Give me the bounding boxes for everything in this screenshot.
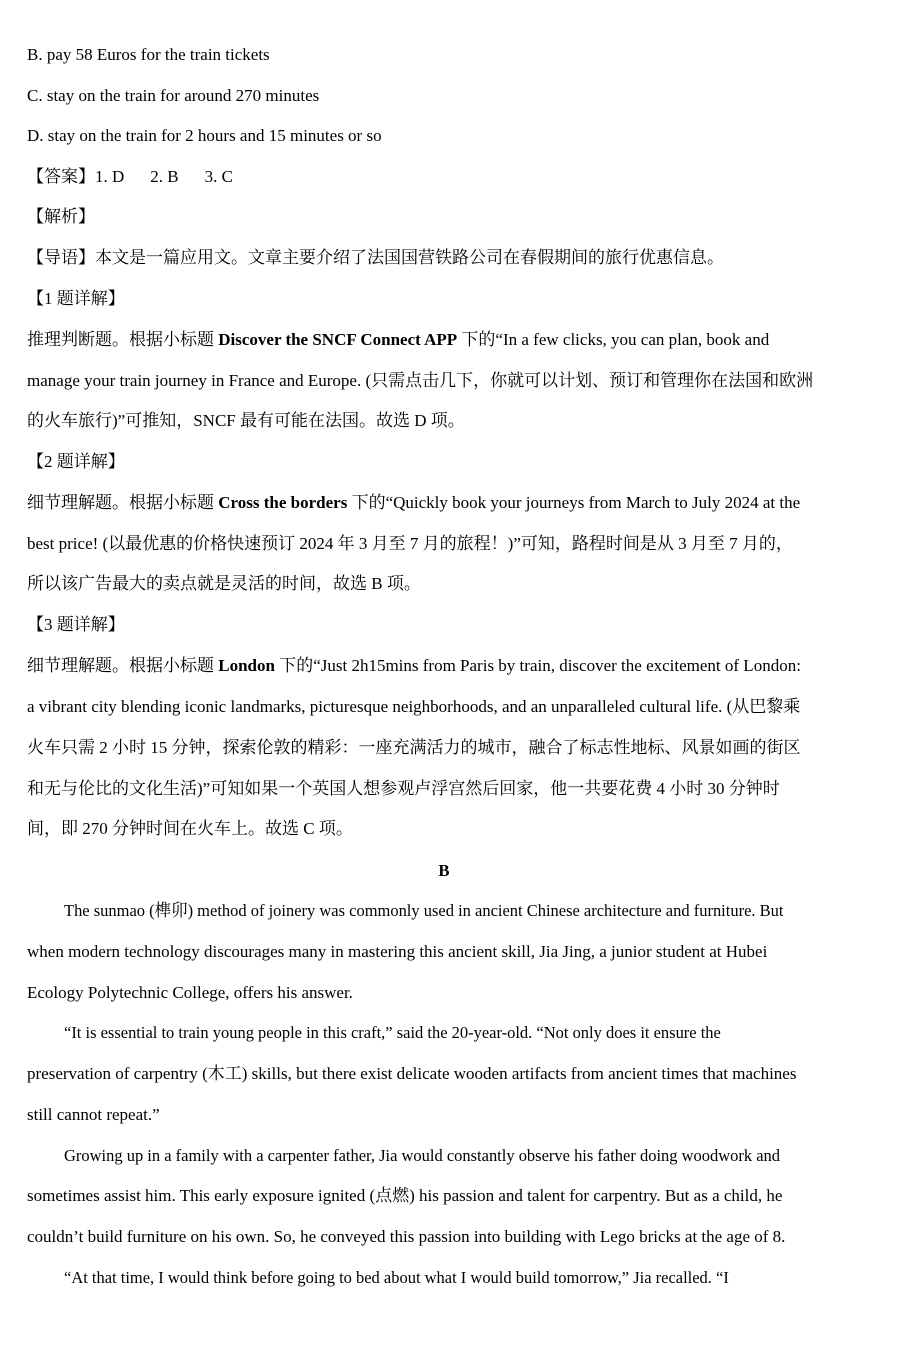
passage-p3-line-3: couldn’t build furniture on his own. So, he conveyed this passion into building with Lego bricks at the age of 8. <box>27 1227 786 1246</box>
answer-line <box>27 166 877 188</box>
q1-line-1-post: 下的“In a few clicks, you can plan, book and <box>457 330 770 349</box>
answer-3: 3. C <box>204 167 233 186</box>
q3-heading: 【3 题详解】 <box>27 615 125 634</box>
q2-subtitle: Cross the borders <box>218 493 348 512</box>
passage-p1-line-2: when modern technology discourages many in mastering this ancient skill, Jia Jing, a junior student at Hubei <box>27 942 768 961</box>
q3-line-4: 和无与伦比的文化生活)”可知如果一个英国人想参观卢浮宫然后回家，他一共要花费 4 小时 30 分钟时 <box>27 779 780 798</box>
passage-p4-line-1: “At that time, I would think before going to bed about what I would build tomorrow,” Jia recalled. “I <box>64 1268 729 1287</box>
passage-p2-line-3: still cannot repeat.” <box>27 1105 160 1124</box>
q2-line-1-post: 下的“Quickly book your journeys from March to July 2024 at the <box>347 493 801 512</box>
q2-line-3: 所以该广告最大的卖点就是灵活的时间，故选 B 项。 <box>27 574 421 593</box>
q2-heading: 【2 题详解】 <box>27 452 125 471</box>
option-c: C. stay on the train for around 270 minutes <box>27 86 320 105</box>
answer-1: 1. D <box>95 167 125 186</box>
passage-p1-line-3: Ecology Polytechnic College, offers his answer. <box>27 983 353 1002</box>
passage-p3-line-1: Growing up in a family with a carpenter father, Jia would constantly observe his father doing woodwork and <box>64 1146 781 1165</box>
q3-line-1 <box>27 655 877 677</box>
passage-p1-line-1: The sunmao (榫卯) method of joinery was commonly used in ancient Chinese architecture and furniture. But <box>64 901 784 920</box>
answer-label: 【答案】 <box>27 167 95 186</box>
q3-line-5: 间，即 270 分钟时间在火车上。故选 C 项。 <box>27 819 353 838</box>
analysis-label: 【解析】 <box>27 207 95 226</box>
q1-line-3: 的火车旅行)”可推知，SNCF 最有可能在法国。故选 D 项。 <box>27 411 465 430</box>
q1-heading: 【1 题详解】 <box>27 289 125 308</box>
passage-p2-line-2: preservation of carpentry (木工) skills, but there exist delicate wooden artifacts from ancient times that machines <box>27 1064 797 1083</box>
q3-line-1-post: 下的“Just 2h15mins from Paris by train, discover the excitement of London: <box>274 656 801 675</box>
q1-subtitle: Discover the SNCF Connect APP <box>218 330 458 349</box>
q1-line-1-pre: 推理判断题。根据小标题 <box>27 330 219 349</box>
q2-line-2: best price! (以最优惠的价格快速预订 2024 年 3 月至 7 月的旅程！)”可知，路程时间是从 3 月至 7 月的， <box>27 534 793 553</box>
section-b-title: B <box>438 861 450 880</box>
guide-text: 【导语】本文是一篇应用文。文章主要介绍了法国国营铁路公司在春假期间的旅行优惠信息。 <box>27 248 724 267</box>
q2-line-1 <box>27 492 877 514</box>
q2-line-1-pre: 细节理解题。根据小标题 <box>27 493 219 512</box>
q3-subtitle: London <box>218 656 275 675</box>
q1-line-2: manage your train journey in France and Europe. (只需点击几下，你就可以计划、预订和管理你在法国和欧洲 <box>27 371 814 390</box>
passage-p3-line-2: sometimes assist him. This early exposure ignited (点燃) his passion and talent for carpentry. But as a child, he <box>27 1186 783 1205</box>
option-d: D. stay on the train for 2 hours and 15 minutes or so <box>27 126 382 145</box>
q1-line-1 <box>27 329 877 351</box>
q3-line-1-pre: 细节理解题。根据小标题 <box>27 656 219 675</box>
option-b: B. pay 58 Euros for the train tickets <box>27 45 270 64</box>
passage-p2-line-1: “It is essential to train young people in this craft,” said the 20-year-old. “Not only does it ensure the <box>64 1023 721 1042</box>
answer-2: 2. B <box>150 167 179 186</box>
q3-line-2: a vibrant city blending iconic landmarks, picturesque neighborhoods, and an unparalleled cultural life. (从巴黎乘 <box>27 697 801 716</box>
q3-line-3: 火车只需 2 小时 15 分钟，探索伦敦的精彩：一座充满活力的城市，融合了标志性地标、风景如画的街区 <box>27 738 801 757</box>
